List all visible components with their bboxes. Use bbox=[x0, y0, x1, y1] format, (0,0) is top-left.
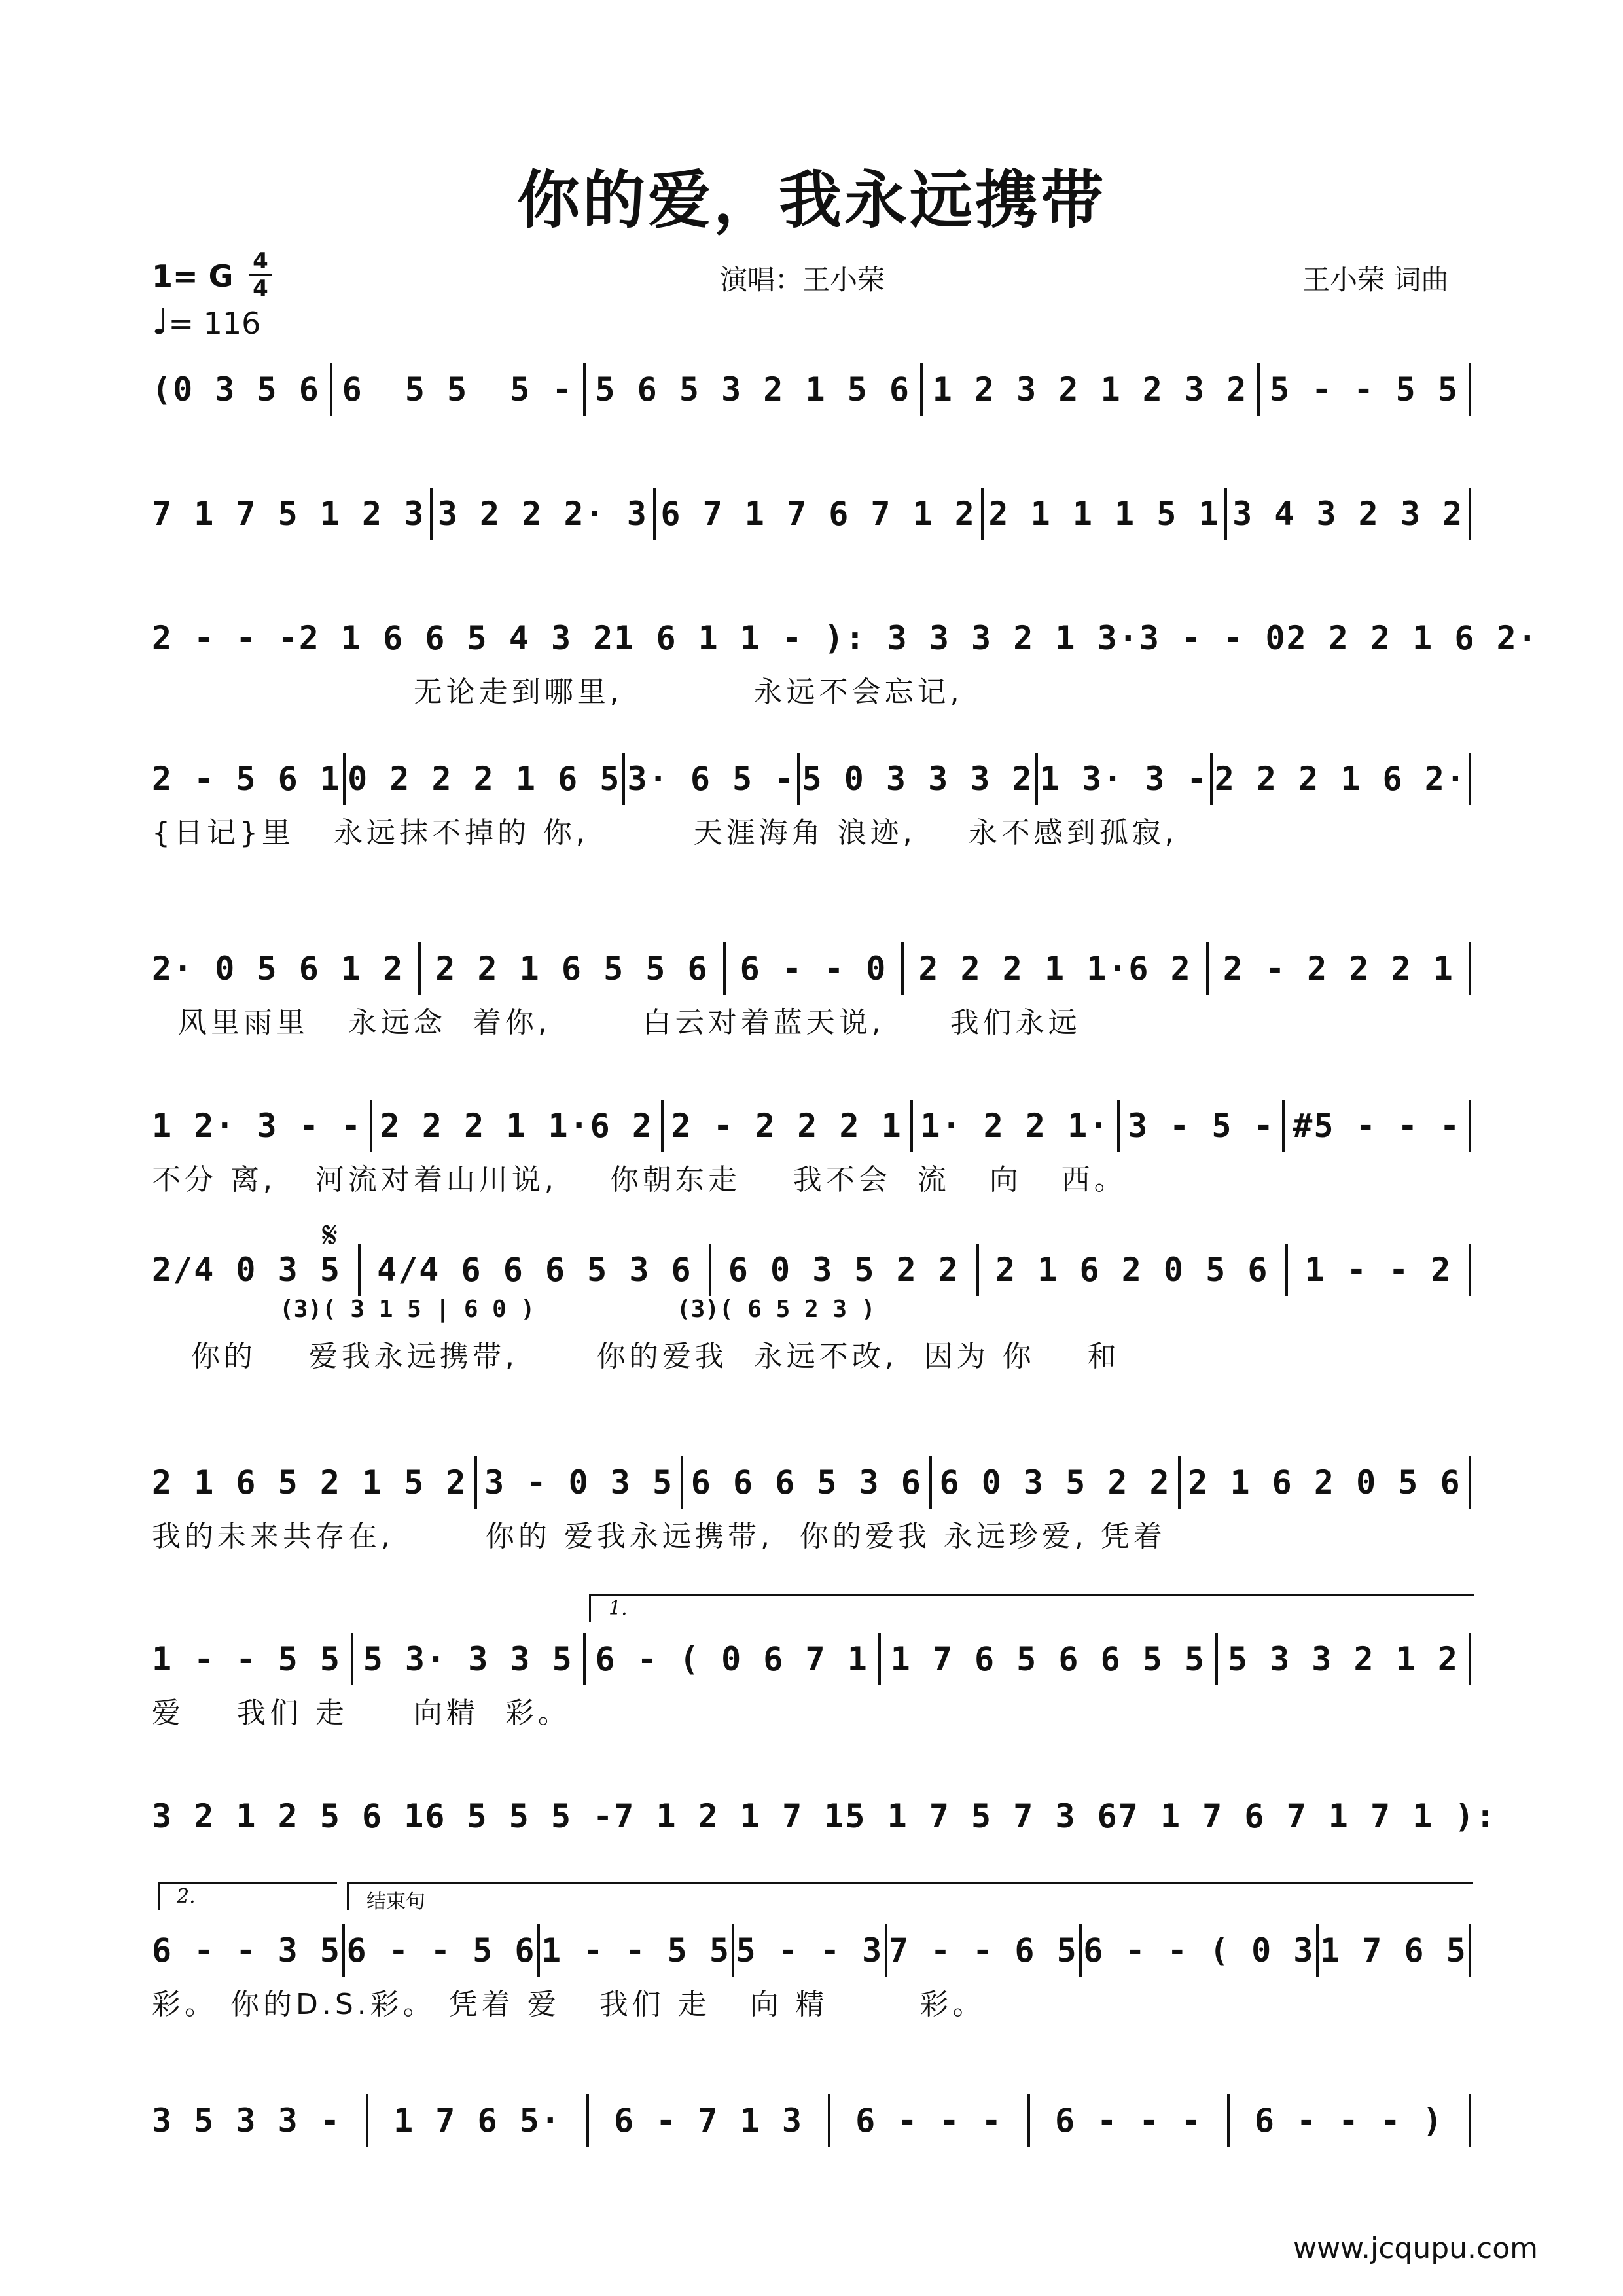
measure: 0 2 2 2 1 6 5 bbox=[348, 760, 621, 798]
score-line bbox=[152, 612, 1539, 709]
measure: 6 - - 0 bbox=[740, 950, 887, 988]
barline bbox=[797, 753, 800, 805]
notes-row bbox=[152, 1633, 1471, 1685]
barline bbox=[343, 753, 346, 805]
ending-bracket bbox=[347, 1882, 1473, 1910]
barline bbox=[1224, 488, 1227, 540]
measure: 5 3 3 2 1 2 bbox=[1227, 1640, 1459, 1678]
barline bbox=[1178, 1456, 1181, 1509]
measure: 7 1 7 5 1 2 3 bbox=[152, 495, 425, 533]
score-line bbox=[152, 1633, 1471, 1729]
volta-2-label: 2. bbox=[177, 1885, 196, 1908]
barline bbox=[653, 488, 656, 540]
barline bbox=[418, 942, 421, 995]
time-signature bbox=[249, 250, 272, 300]
measure: 5 - - 3 bbox=[736, 1931, 883, 1969]
score-line bbox=[152, 1790, 1497, 1842]
score-line bbox=[152, 1100, 1471, 1195]
measure: 1 7 6 5 bbox=[1319, 1931, 1467, 1969]
barline bbox=[1469, 1244, 1471, 1296]
measure: 3 2 2 2· 3 bbox=[437, 495, 648, 533]
barline bbox=[910, 1100, 913, 1152]
measure: 2· 0 5 6 1 2 bbox=[152, 950, 404, 988]
measure: 5 1 7 5 7 3 6 bbox=[845, 1797, 1118, 1835]
barline bbox=[709, 1244, 711, 1296]
barline bbox=[622, 753, 625, 805]
barline bbox=[981, 488, 984, 540]
measure: 6 7 1 7 6 7 1 2 bbox=[660, 495, 976, 533]
barline bbox=[537, 1924, 540, 1977]
time-bottom: 4 bbox=[253, 276, 268, 302]
segno-icon: 𝄋 bbox=[322, 1214, 338, 1257]
notes-row bbox=[152, 363, 1471, 416]
barline bbox=[1469, 488, 1471, 540]
barline bbox=[681, 1456, 683, 1509]
measure: 1 7 6 5 6 6 5 5 bbox=[890, 1640, 1206, 1678]
barline bbox=[1117, 1100, 1120, 1152]
lyrics-row: 你的 爱我永远携带, 你的爱我 永远不改, 因为 你 和 bbox=[152, 1340, 1120, 1373]
measure: 6 - - - ) bbox=[1254, 2102, 1444, 2140]
measure: 2 - - - bbox=[152, 619, 299, 657]
measure: 5 - - 5 5 bbox=[1270, 370, 1459, 408]
measure: 2 2 2 1 6 2· bbox=[1286, 619, 1539, 657]
notes-row bbox=[152, 1244, 1471, 1296]
score-line bbox=[152, 1456, 1471, 1552]
quarter-note-icon: ♩ bbox=[152, 301, 169, 342]
measure: 2 1 6 6 5 4 3 2 bbox=[298, 619, 615, 657]
measure: 3 - - 0 bbox=[1139, 619, 1287, 657]
barline bbox=[474, 1456, 477, 1509]
measure: 3· 6 5 - bbox=[627, 760, 796, 798]
measure: 2 1 1 1 5 1 bbox=[988, 495, 1220, 533]
measure: 1 2· 3 - - bbox=[152, 1107, 363, 1145]
barline bbox=[1469, 753, 1471, 805]
barline bbox=[1469, 363, 1471, 416]
barline bbox=[901, 942, 904, 995]
barline bbox=[1215, 1633, 1218, 1685]
barline bbox=[1469, 942, 1471, 995]
measure: 2 2 2 1 1·6 2 bbox=[918, 950, 1192, 988]
score-line bbox=[152, 1244, 1471, 1372]
barline bbox=[351, 1633, 353, 1685]
barline bbox=[1282, 1100, 1285, 1152]
time-top: 4 bbox=[253, 248, 268, 274]
volta-1-bracket bbox=[589, 1594, 1474, 1622]
measure: 3 - 0 3 5 bbox=[484, 1463, 674, 1501]
barline bbox=[976, 1244, 979, 1296]
barline bbox=[342, 1924, 345, 1977]
barline bbox=[1210, 753, 1213, 805]
measure: 7 1 2 1 7 1 bbox=[614, 1797, 846, 1835]
lyrics-row: 不分 离, 河流对着山川说, 你朝东走 我不会 流 向 西。 bbox=[152, 1163, 1127, 1196]
measure: 4/4 6 6 6 5 3 6 bbox=[377, 1251, 692, 1289]
lyrics-row: 爱 我们 走 向精 彩。 bbox=[152, 1696, 571, 1730]
tempo-marking bbox=[152, 301, 260, 342]
score-line bbox=[152, 2094, 1471, 2147]
barline bbox=[358, 1244, 361, 1296]
notes-row bbox=[152, 2094, 1471, 2147]
notes-row bbox=[152, 753, 1471, 805]
measure: 2 2 2 1 6 2· bbox=[1214, 760, 1467, 798]
measure: 1 2 3 2 1 2 3 2 bbox=[932, 370, 1248, 408]
barline bbox=[920, 363, 923, 416]
measure: 6 - ( 0 6 7 1 bbox=[595, 1640, 868, 1678]
ending-label: 结束句 bbox=[366, 1890, 425, 1913]
measure: 5 3· 3 3 5 bbox=[363, 1640, 573, 1678]
measure: 5 0 3 3 3 2 bbox=[802, 760, 1033, 798]
measure: 6 - - ( 0 3 bbox=[1083, 1931, 1315, 1969]
barline bbox=[1079, 1924, 1082, 1977]
measure: 5 6 5 3 2 1 5 6 bbox=[595, 370, 911, 408]
tempo-value: = 116 bbox=[168, 306, 261, 341]
footer-url: www.jcqupu.com bbox=[1293, 2232, 1538, 2265]
measure: 6 0 3 5 2 2 bbox=[728, 1251, 959, 1289]
measure: 2 1 6 5 2 1 5 2 bbox=[152, 1463, 467, 1501]
lyrics-row: 我的未来共存在, 你的 爱我永远携带, 你的爱我 永远珍爱, 凭着 bbox=[152, 1520, 1166, 1553]
barline bbox=[929, 1456, 932, 1509]
barline bbox=[366, 2094, 368, 2147]
page-title: 你的爱，我永远携带 bbox=[517, 163, 1106, 237]
measure: 7 - - 6 5 bbox=[888, 1931, 1078, 1969]
barline bbox=[1227, 2094, 1230, 2147]
measure: 2 - 2 2 2 1 bbox=[671, 1107, 902, 1145]
notes-row bbox=[152, 1790, 1497, 1842]
barline bbox=[1285, 1244, 1288, 1296]
lyrics-row: 无论走到哪里, 永远不会忘记, bbox=[152, 675, 963, 709]
score-line bbox=[152, 753, 1471, 848]
composer-credit: 王小荣 词曲 bbox=[1302, 264, 1449, 296]
key-signature: 1= G bbox=[152, 259, 234, 294]
measure: #5 - - - bbox=[1293, 1107, 1461, 1145]
measure: 6 5 5 5 - bbox=[425, 1797, 615, 1835]
measure: 2/4 0 3 5 bbox=[152, 1251, 341, 1289]
measure: 2 - 5 6 1 bbox=[152, 760, 341, 798]
notes-row bbox=[152, 1100, 1471, 1152]
notes-row bbox=[152, 488, 1471, 540]
score-line bbox=[152, 1924, 1471, 2020]
barline bbox=[1469, 1924, 1471, 1977]
barline bbox=[430, 488, 433, 540]
notes-row bbox=[152, 612, 1539, 664]
notes-row bbox=[152, 942, 1471, 995]
barline bbox=[1469, 1100, 1471, 1152]
barline bbox=[583, 363, 586, 416]
barline bbox=[583, 1633, 586, 1685]
measure: 1 - - 5 5 bbox=[541, 1931, 730, 1969]
lyrics-row: 彩。 你的D.S.彩。 凭着 爱 我们 走 向 精 彩。 bbox=[152, 1988, 986, 2021]
measure: : 3 3 3 2 1 3· bbox=[845, 619, 1139, 657]
barline bbox=[1316, 1924, 1319, 1977]
singer-credit: 演唱：王小荣 bbox=[720, 264, 885, 296]
barline bbox=[878, 1633, 881, 1685]
barline bbox=[1469, 1633, 1471, 1685]
barline bbox=[1469, 2094, 1471, 2147]
measure: 2 2 2 1 1·6 2 bbox=[380, 1107, 653, 1145]
score-line bbox=[152, 942, 1471, 1038]
measure: 1 - - 2 bbox=[1304, 1251, 1452, 1289]
barline bbox=[1027, 2094, 1030, 2147]
volta-2-bracket bbox=[158, 1882, 337, 1910]
measure: 1· 2 2 1· bbox=[920, 1107, 1110, 1145]
measure: 6 0 3 5 2 2 bbox=[939, 1463, 1171, 1501]
barline bbox=[1206, 942, 1209, 995]
barline bbox=[732, 1924, 734, 1977]
measure: 2 1 6 2 0 5 6 bbox=[995, 1251, 1269, 1289]
barline bbox=[661, 1100, 664, 1152]
measure: 3 4 3 2 3 2 bbox=[1232, 495, 1464, 533]
measure: 6 6 6 5 3 6 bbox=[690, 1463, 922, 1501]
measure: 1 6 1 1 - ) bbox=[614, 619, 846, 657]
measure: 2 - 2 2 2 1 bbox=[1222, 950, 1454, 988]
barline bbox=[330, 363, 332, 416]
barline bbox=[828, 2094, 830, 2147]
notes-row bbox=[152, 1456, 1471, 1509]
measure: 6 5 5 5 - bbox=[342, 370, 573, 408]
measure: 6 - - - bbox=[1055, 2102, 1202, 2140]
score-line bbox=[152, 488, 1471, 540]
barline bbox=[885, 1924, 887, 1977]
measure: (0 3 5 6 bbox=[152, 370, 320, 408]
measure: 6 - - 3 5 bbox=[152, 1931, 341, 1969]
measure: 3 2 1 2 5 6 1 bbox=[152, 1797, 425, 1835]
measure: 2 1 6 2 0 5 6 bbox=[1188, 1463, 1461, 1501]
measure: 1 7 6 5· bbox=[393, 2102, 562, 2140]
alternate-notes: (3)( 3 1 5 | 6 0 ) (3)( 6 5 2 3 ) bbox=[152, 1296, 876, 1323]
notes-row bbox=[152, 1924, 1471, 1977]
barline bbox=[1035, 753, 1038, 805]
barline bbox=[1257, 363, 1260, 416]
measure: 6 - 7 1 3 bbox=[614, 2102, 804, 2140]
lyrics-row: {日记}里 永远抹不掉的 你, 天涯海角 浪迹, 永不感到孤寂, bbox=[152, 816, 1178, 850]
measure: 7 1 7 6 7 1 7 1 ): bbox=[1118, 1797, 1497, 1835]
measure: 3 5 3 3 - bbox=[152, 2102, 341, 2140]
measure: 6 - - 5 6 bbox=[346, 1931, 536, 1969]
barline bbox=[723, 942, 726, 995]
volta-1-label: 1. bbox=[609, 1597, 628, 1620]
barline bbox=[586, 2094, 589, 2147]
lyrics-row: 风里雨里 永远念 着你, 白云对着蓝天说, 我们永远 bbox=[152, 1006, 1081, 1039]
measure: 6 - - - bbox=[855, 2102, 1003, 2140]
measure: 2 2 1 6 5 5 6 bbox=[435, 950, 709, 988]
measure: 3 - 5 - bbox=[1127, 1107, 1275, 1145]
barline bbox=[1469, 1456, 1471, 1509]
barline bbox=[370, 1100, 372, 1152]
measure: 1 - - 5 5 bbox=[152, 1640, 341, 1678]
measure: 1 3· 3 - bbox=[1039, 760, 1208, 798]
score-line bbox=[152, 363, 1471, 416]
